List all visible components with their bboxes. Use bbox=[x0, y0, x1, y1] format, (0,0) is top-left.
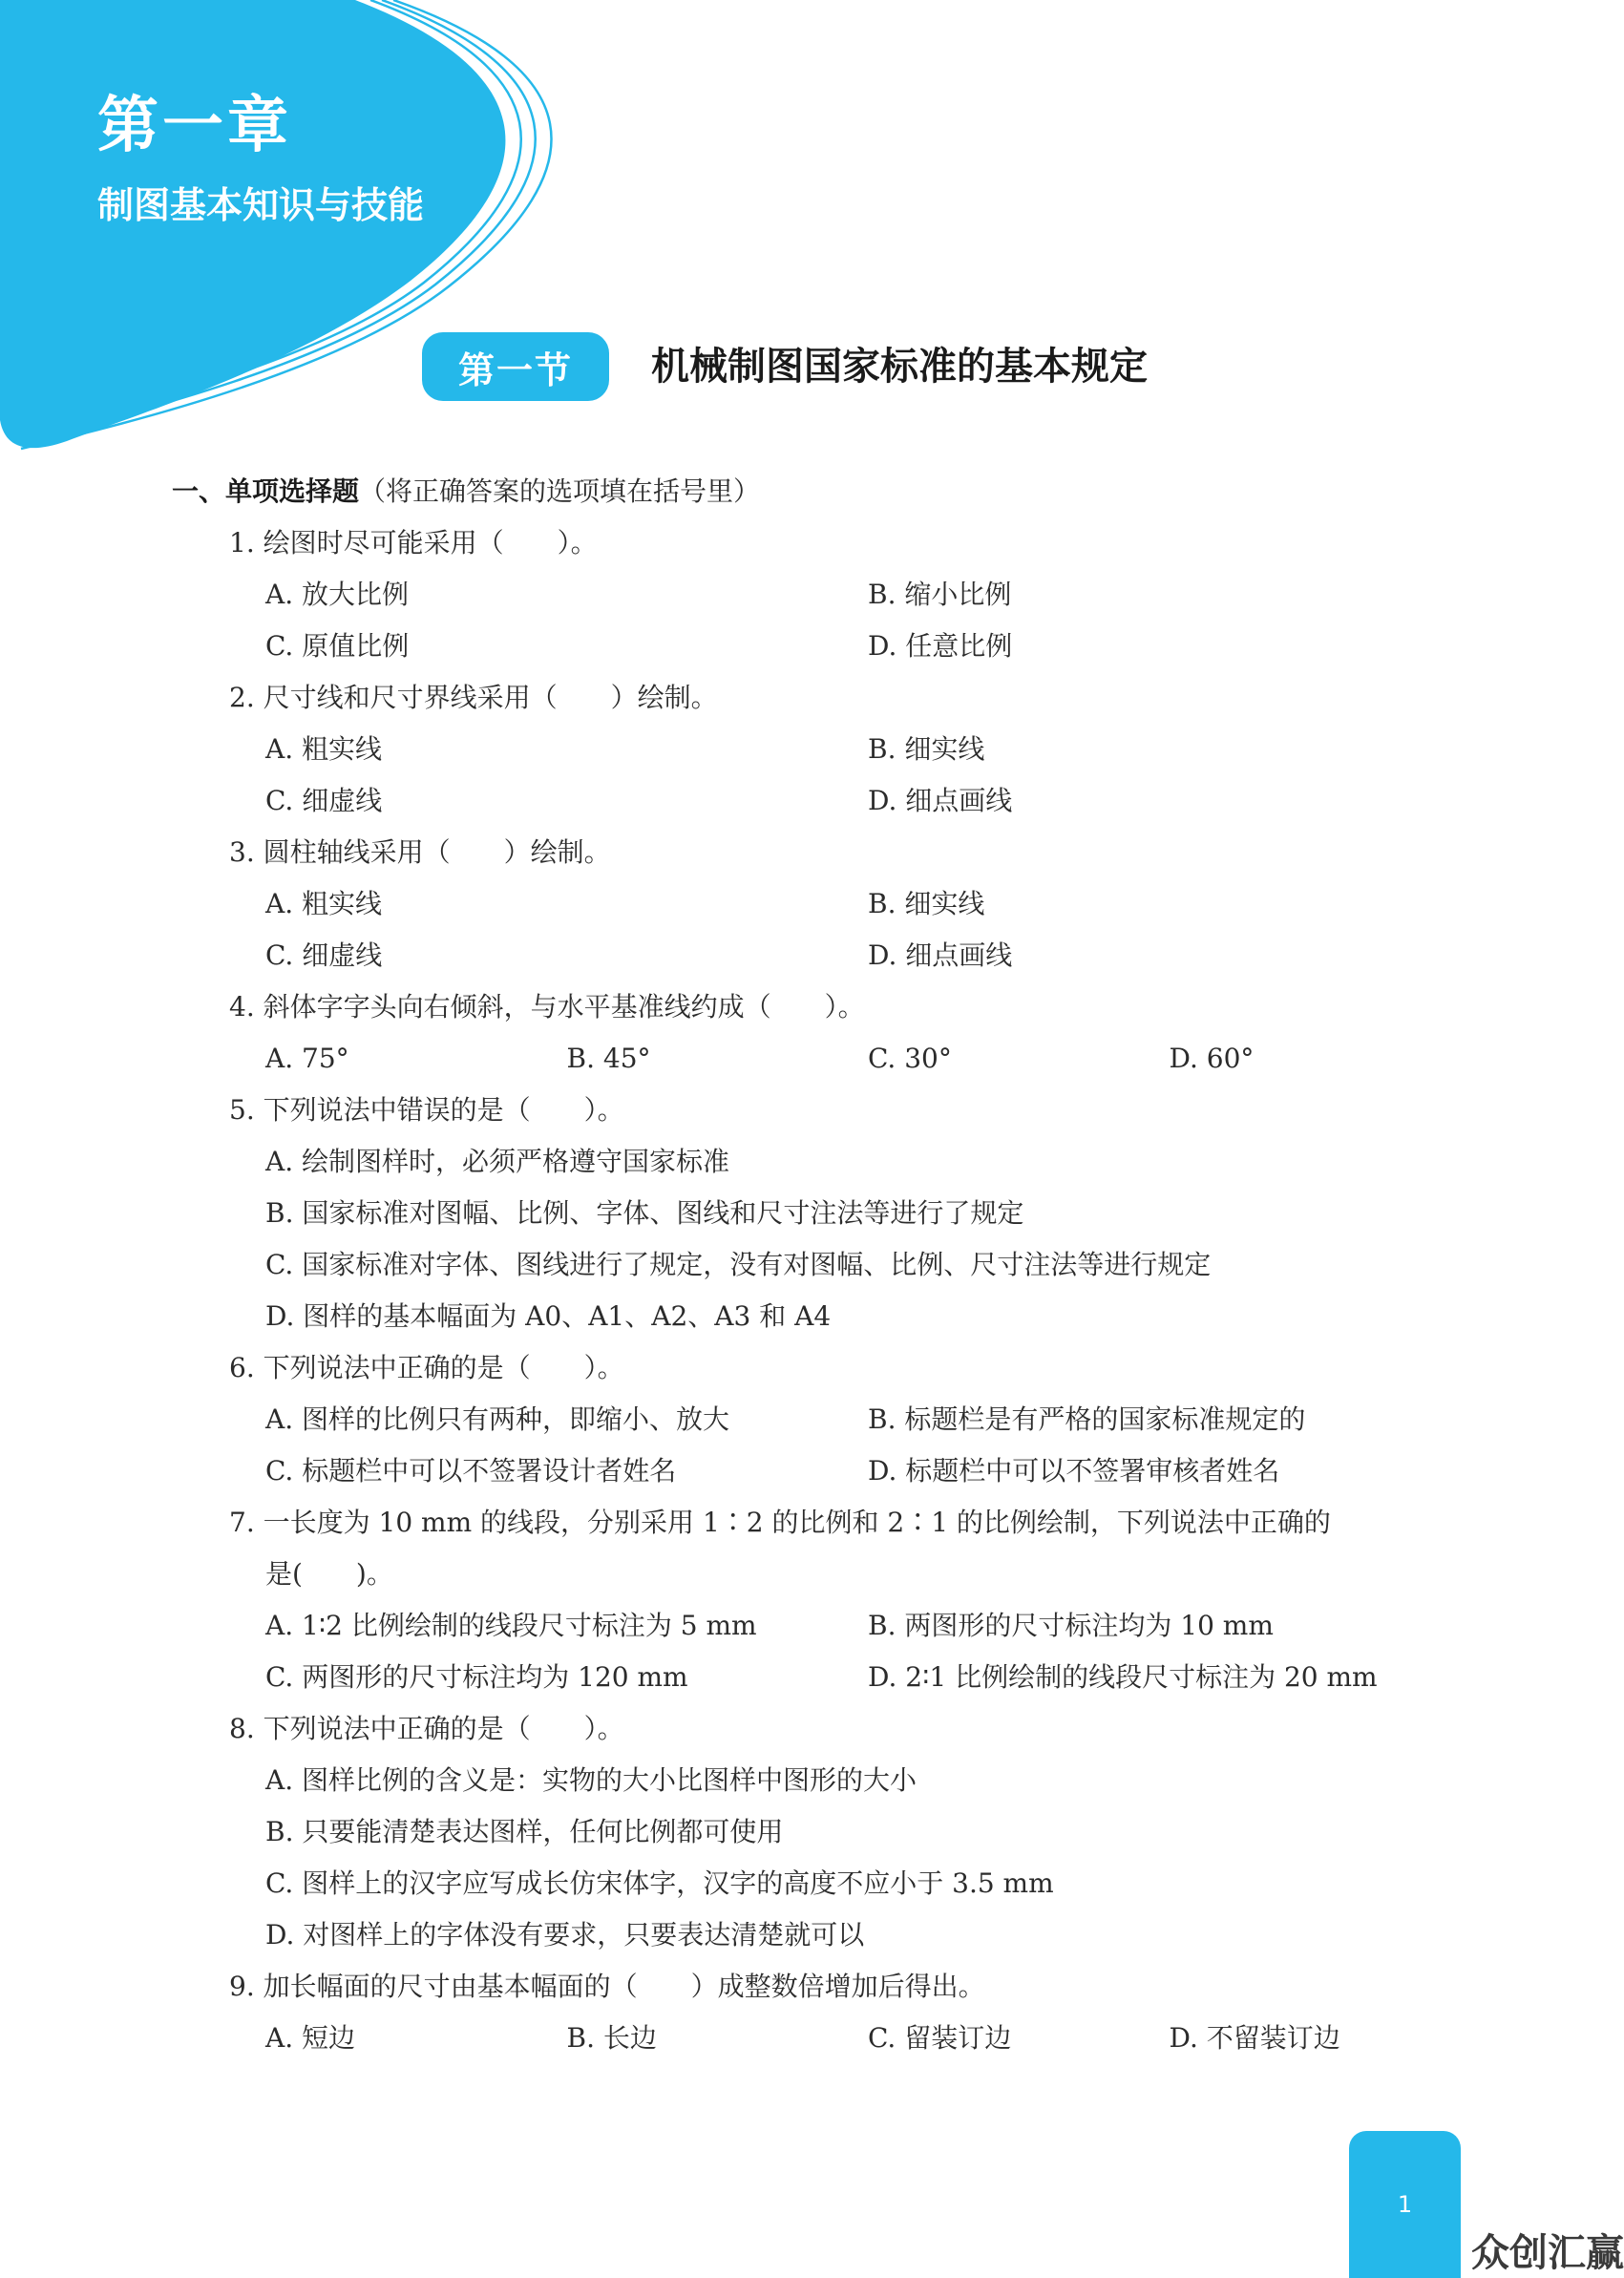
page-number: 1 bbox=[1397, 2191, 1413, 2218]
question-stem: 2. 尺寸线和尺寸界线采用（ ）绘制。 bbox=[229, 682, 718, 713]
answer-option: B. 细实线 bbox=[868, 888, 985, 919]
option-row bbox=[172, 1188, 1470, 1239]
answer-option: A. 75° bbox=[265, 1043, 349, 1074]
option-row bbox=[172, 1600, 1470, 1652]
chapter-header-art bbox=[0, 0, 611, 477]
answer-option: C. 30° bbox=[868, 1043, 952, 1074]
option-row bbox=[172, 1239, 1470, 1291]
option-row bbox=[172, 878, 1470, 930]
option-row bbox=[172, 621, 1470, 672]
question-stem: 7. 一长度为 10 mm 的线段，分别采用 1∶2 的比例和 2∶1 的比例绘制，下列说法中正确的 bbox=[229, 1507, 1331, 1538]
answer-option: D. 不留装订边 bbox=[1169, 2022, 1340, 2054]
answer-option: B. 45° bbox=[566, 1043, 651, 1074]
question-stem: 是( )。 bbox=[265, 1558, 393, 1590]
answer-option: D. 图样的基本幅面为 A0、A1、A2、A3 和 A4 bbox=[265, 1300, 832, 1332]
question-2 bbox=[172, 672, 1470, 827]
question-6 bbox=[172, 1342, 1470, 1497]
answer-option: C. 留装订边 bbox=[868, 2022, 1012, 2054]
chapter-number: 第一章 bbox=[97, 91, 292, 161]
answer-option: D. 对图样上的字体没有要求，只要表达清楚就可以 bbox=[265, 1919, 865, 1951]
question-stem: 6. 下列说法中正确的是（ ）。 bbox=[229, 1352, 624, 1383]
answer-option: B. 长边 bbox=[566, 2022, 657, 2054]
watermark-text: 众创汇赢 bbox=[1471, 2231, 1624, 2275]
option-row bbox=[172, 1394, 1470, 1445]
answer-option: B. 细实线 bbox=[868, 733, 985, 765]
answer-option: A. 粗实线 bbox=[265, 888, 383, 919]
section-title: 机械制图国家标准的基本规定 bbox=[651, 345, 1148, 389]
answer-option: D. 任意比例 bbox=[868, 630, 1013, 662]
part-label: 单项选择题 bbox=[225, 475, 360, 507]
option-row bbox=[172, 1291, 1470, 1342]
option-row bbox=[172, 724, 1470, 775]
question-stem: 3. 圆柱轴线采用（ ）绘制。 bbox=[229, 836, 611, 868]
option-row bbox=[172, 1806, 1470, 1858]
part-heading bbox=[172, 466, 1470, 517]
section-badge: 第一节 bbox=[422, 332, 609, 401]
answer-option: A. 粗实线 bbox=[265, 733, 383, 765]
answer-option: A. 短边 bbox=[265, 2022, 356, 2054]
option-row bbox=[172, 1445, 1470, 1497]
answer-option: A. 图样比例的含义是：实物的大小比图样中图形的大小 bbox=[265, 1764, 917, 1796]
answer-option: B. 只要能清楚表达图样，任何比例都可使用 bbox=[265, 1816, 784, 1847]
question-stem: 4. 斜体字字头向右倾斜，与水平基准线约成（ ）。 bbox=[229, 991, 865, 1023]
answer-option: A. 1∶2 比例绘制的线段尺寸标注为 5 mm bbox=[265, 1610, 757, 1641]
question-8 bbox=[172, 1703, 1470, 1961]
page-number-tab bbox=[1349, 2131, 1461, 2278]
option-row bbox=[172, 930, 1470, 981]
answer-option: C. 图样上的汉字应写成长仿宋体字，汉字的高度不应小于 3.5 mm bbox=[265, 1867, 1054, 1899]
part-number: 一、 bbox=[172, 475, 226, 507]
option-row bbox=[172, 775, 1470, 827]
answer-option: B. 国家标准对图幅、比例、字体、图线和尺寸注法等进行了规定 bbox=[265, 1197, 1024, 1229]
option-row bbox=[172, 2013, 1470, 2064]
question-4 bbox=[172, 981, 1470, 1085]
part-instruction: （将正确答案的选项填在括号里） bbox=[359, 475, 761, 507]
option-row bbox=[172, 569, 1470, 621]
option-row bbox=[172, 1136, 1470, 1188]
answer-option: C. 细虚线 bbox=[265, 939, 383, 971]
option-row bbox=[172, 1909, 1470, 1961]
answer-option: D. 细点画线 bbox=[868, 785, 1013, 816]
answer-option: C. 原值比例 bbox=[265, 630, 410, 662]
option-row bbox=[172, 1755, 1470, 1806]
question-7 bbox=[172, 1497, 1470, 1703]
answer-option: D. 2∶1 比例绘制的线段尺寸标注为 20 mm bbox=[868, 1661, 1378, 1693]
questions bbox=[172, 517, 1470, 2064]
question-stem: 1. 绘图时尽可能采用（ ）。 bbox=[229, 527, 598, 559]
question-stem: 8. 下列说法中正确的是（ ）。 bbox=[229, 1713, 624, 1744]
question-9 bbox=[172, 1961, 1470, 2064]
answer-option: B. 缩小比例 bbox=[868, 579, 1012, 610]
answer-option: A. 放大比例 bbox=[265, 579, 410, 610]
answer-option: D. 细点画线 bbox=[868, 939, 1013, 971]
answer-option: C. 两图形的尺寸标注均为 120 mm bbox=[265, 1661, 688, 1693]
answer-option: B. 两图形的尺寸标注均为 10 mm bbox=[868, 1610, 1274, 1641]
answer-option: D. 60° bbox=[1169, 1043, 1255, 1074]
answer-option: C. 细虚线 bbox=[265, 785, 383, 816]
chapter-title: 制图基本知识与技能 bbox=[97, 184, 425, 226]
answer-option: D. 标题栏中可以不签署审核者姓名 bbox=[868, 1455, 1280, 1487]
question-1 bbox=[172, 517, 1470, 672]
question-3 bbox=[172, 827, 1470, 981]
question-5 bbox=[172, 1085, 1470, 1342]
question-stem: 9. 加长幅面的尺寸由基本幅面的（ ）成整数倍增加后得出。 bbox=[229, 1971, 985, 2002]
answer-option: A. 绘制图样时，必须严格遵守国家标准 bbox=[265, 1146, 730, 1177]
question-list bbox=[172, 466, 1470, 2064]
option-row bbox=[172, 1652, 1470, 1703]
answer-option: B. 标题栏是有严格的国家标准规定的 bbox=[868, 1403, 1306, 1435]
answer-option: A. 图样的比例只有两种，即缩小、放大 bbox=[265, 1403, 730, 1435]
question-stem: 5. 下列说法中错误的是（ ）。 bbox=[229, 1094, 624, 1126]
answer-option: C. 国家标准对字体、图线进行了规定，没有对图幅、比例、尺寸注法等进行规定 bbox=[265, 1249, 1212, 1280]
option-row bbox=[172, 1033, 1470, 1085]
option-row bbox=[172, 1858, 1470, 1909]
answer-option: C. 标题栏中可以不签署设计者姓名 bbox=[265, 1455, 677, 1487]
